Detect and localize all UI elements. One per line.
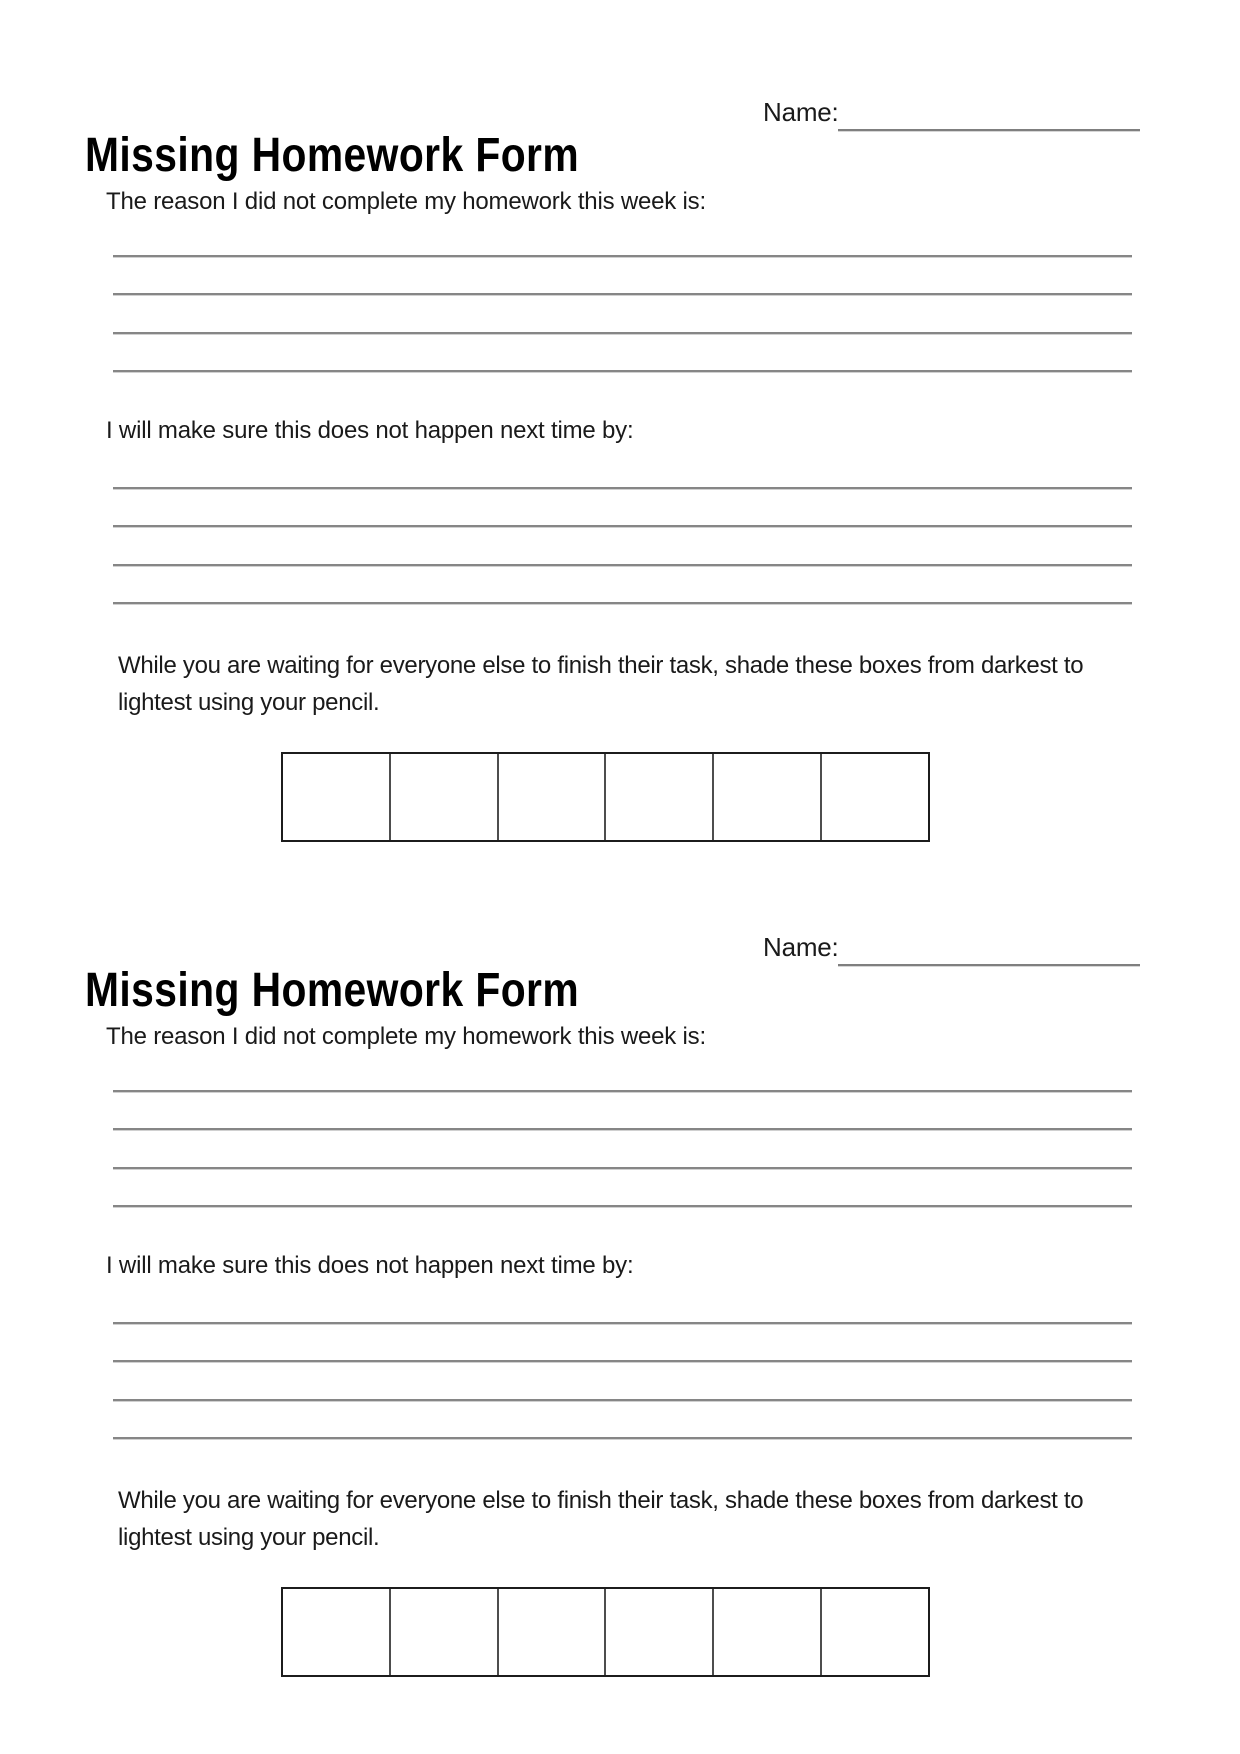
homework-form-2 — [0, 835, 1240, 1670]
reason-writing-line[interactable] — [113, 1090, 1132, 1093]
reason-writing-line[interactable] — [113, 332, 1132, 335]
shading-box-2[interactable] — [391, 754, 499, 840]
shading-box-1[interactable] — [283, 754, 391, 840]
shading-box-6[interactable] — [822, 754, 928, 840]
prevention-writing-line[interactable] — [113, 1322, 1132, 1325]
shading-box-3[interactable] — [499, 1589, 607, 1675]
shading-box-5[interactable] — [714, 754, 822, 840]
shading-box-5[interactable] — [714, 1589, 822, 1675]
task-instruction-line2: lightest using your pencil. — [118, 1524, 380, 1551]
reason-writing-line[interactable] — [113, 255, 1132, 258]
prevention-writing-line[interactable] — [113, 487, 1132, 490]
prevention-prompt: I will make sure this does not happen next time by: — [106, 417, 634, 444]
shading-box-4[interactable] — [606, 754, 714, 840]
shading-box-3[interactable] — [499, 754, 607, 840]
reason-writing-line[interactable] — [113, 1128, 1132, 1131]
shading-box-2[interactable] — [391, 1589, 499, 1675]
reason-writing-line[interactable] — [113, 293, 1132, 296]
task-instruction-line1: While you are waiting for everyone else to finish their task, shade these boxes from darkest to — [118, 652, 1084, 679]
reason-writing-line[interactable] — [113, 370, 1132, 373]
prevention-writing-line[interactable] — [113, 1360, 1132, 1363]
name-label: Name: — [763, 97, 839, 127]
prevention-writing-line[interactable] — [113, 1399, 1132, 1402]
task-instruction-line1: While you are waiting for everyone else to finish their task, shade these boxes from darkest to — [118, 1487, 1084, 1514]
shading-box-4[interactable] — [606, 1589, 714, 1675]
prevention-writing-line[interactable] — [113, 602, 1132, 605]
name-fill-in-line[interactable] — [838, 964, 1140, 967]
reason-writing-line[interactable] — [113, 1205, 1132, 1208]
prevention-writing-line[interactable] — [113, 564, 1132, 567]
reason-prompt: The reason I did not complete my homework this week is: — [106, 188, 706, 215]
reason-prompt: The reason I did not complete my homework this week is: — [106, 1023, 706, 1050]
reason-writing-line[interactable] — [113, 1167, 1132, 1170]
name-label: Name: — [763, 932, 839, 962]
shading-boxes-row — [281, 1587, 930, 1677]
prevention-prompt: I will make sure this does not happen next time by: — [106, 1252, 634, 1279]
form-title: Missing Homework Form — [85, 129, 580, 183]
prevention-writing-line[interactable] — [113, 525, 1132, 528]
shading-box-1[interactable] — [283, 1589, 391, 1675]
prevention-writing-line[interactable] — [113, 1437, 1132, 1440]
task-instruction-line2: lightest using your pencil. — [118, 689, 380, 716]
homework-form-1 — [0, 0, 1240, 835]
name-fill-in-line[interactable] — [838, 129, 1140, 132]
shading-box-6[interactable] — [822, 1589, 928, 1675]
form-title: Missing Homework Form — [85, 964, 580, 1018]
shading-boxes-row — [281, 752, 930, 842]
